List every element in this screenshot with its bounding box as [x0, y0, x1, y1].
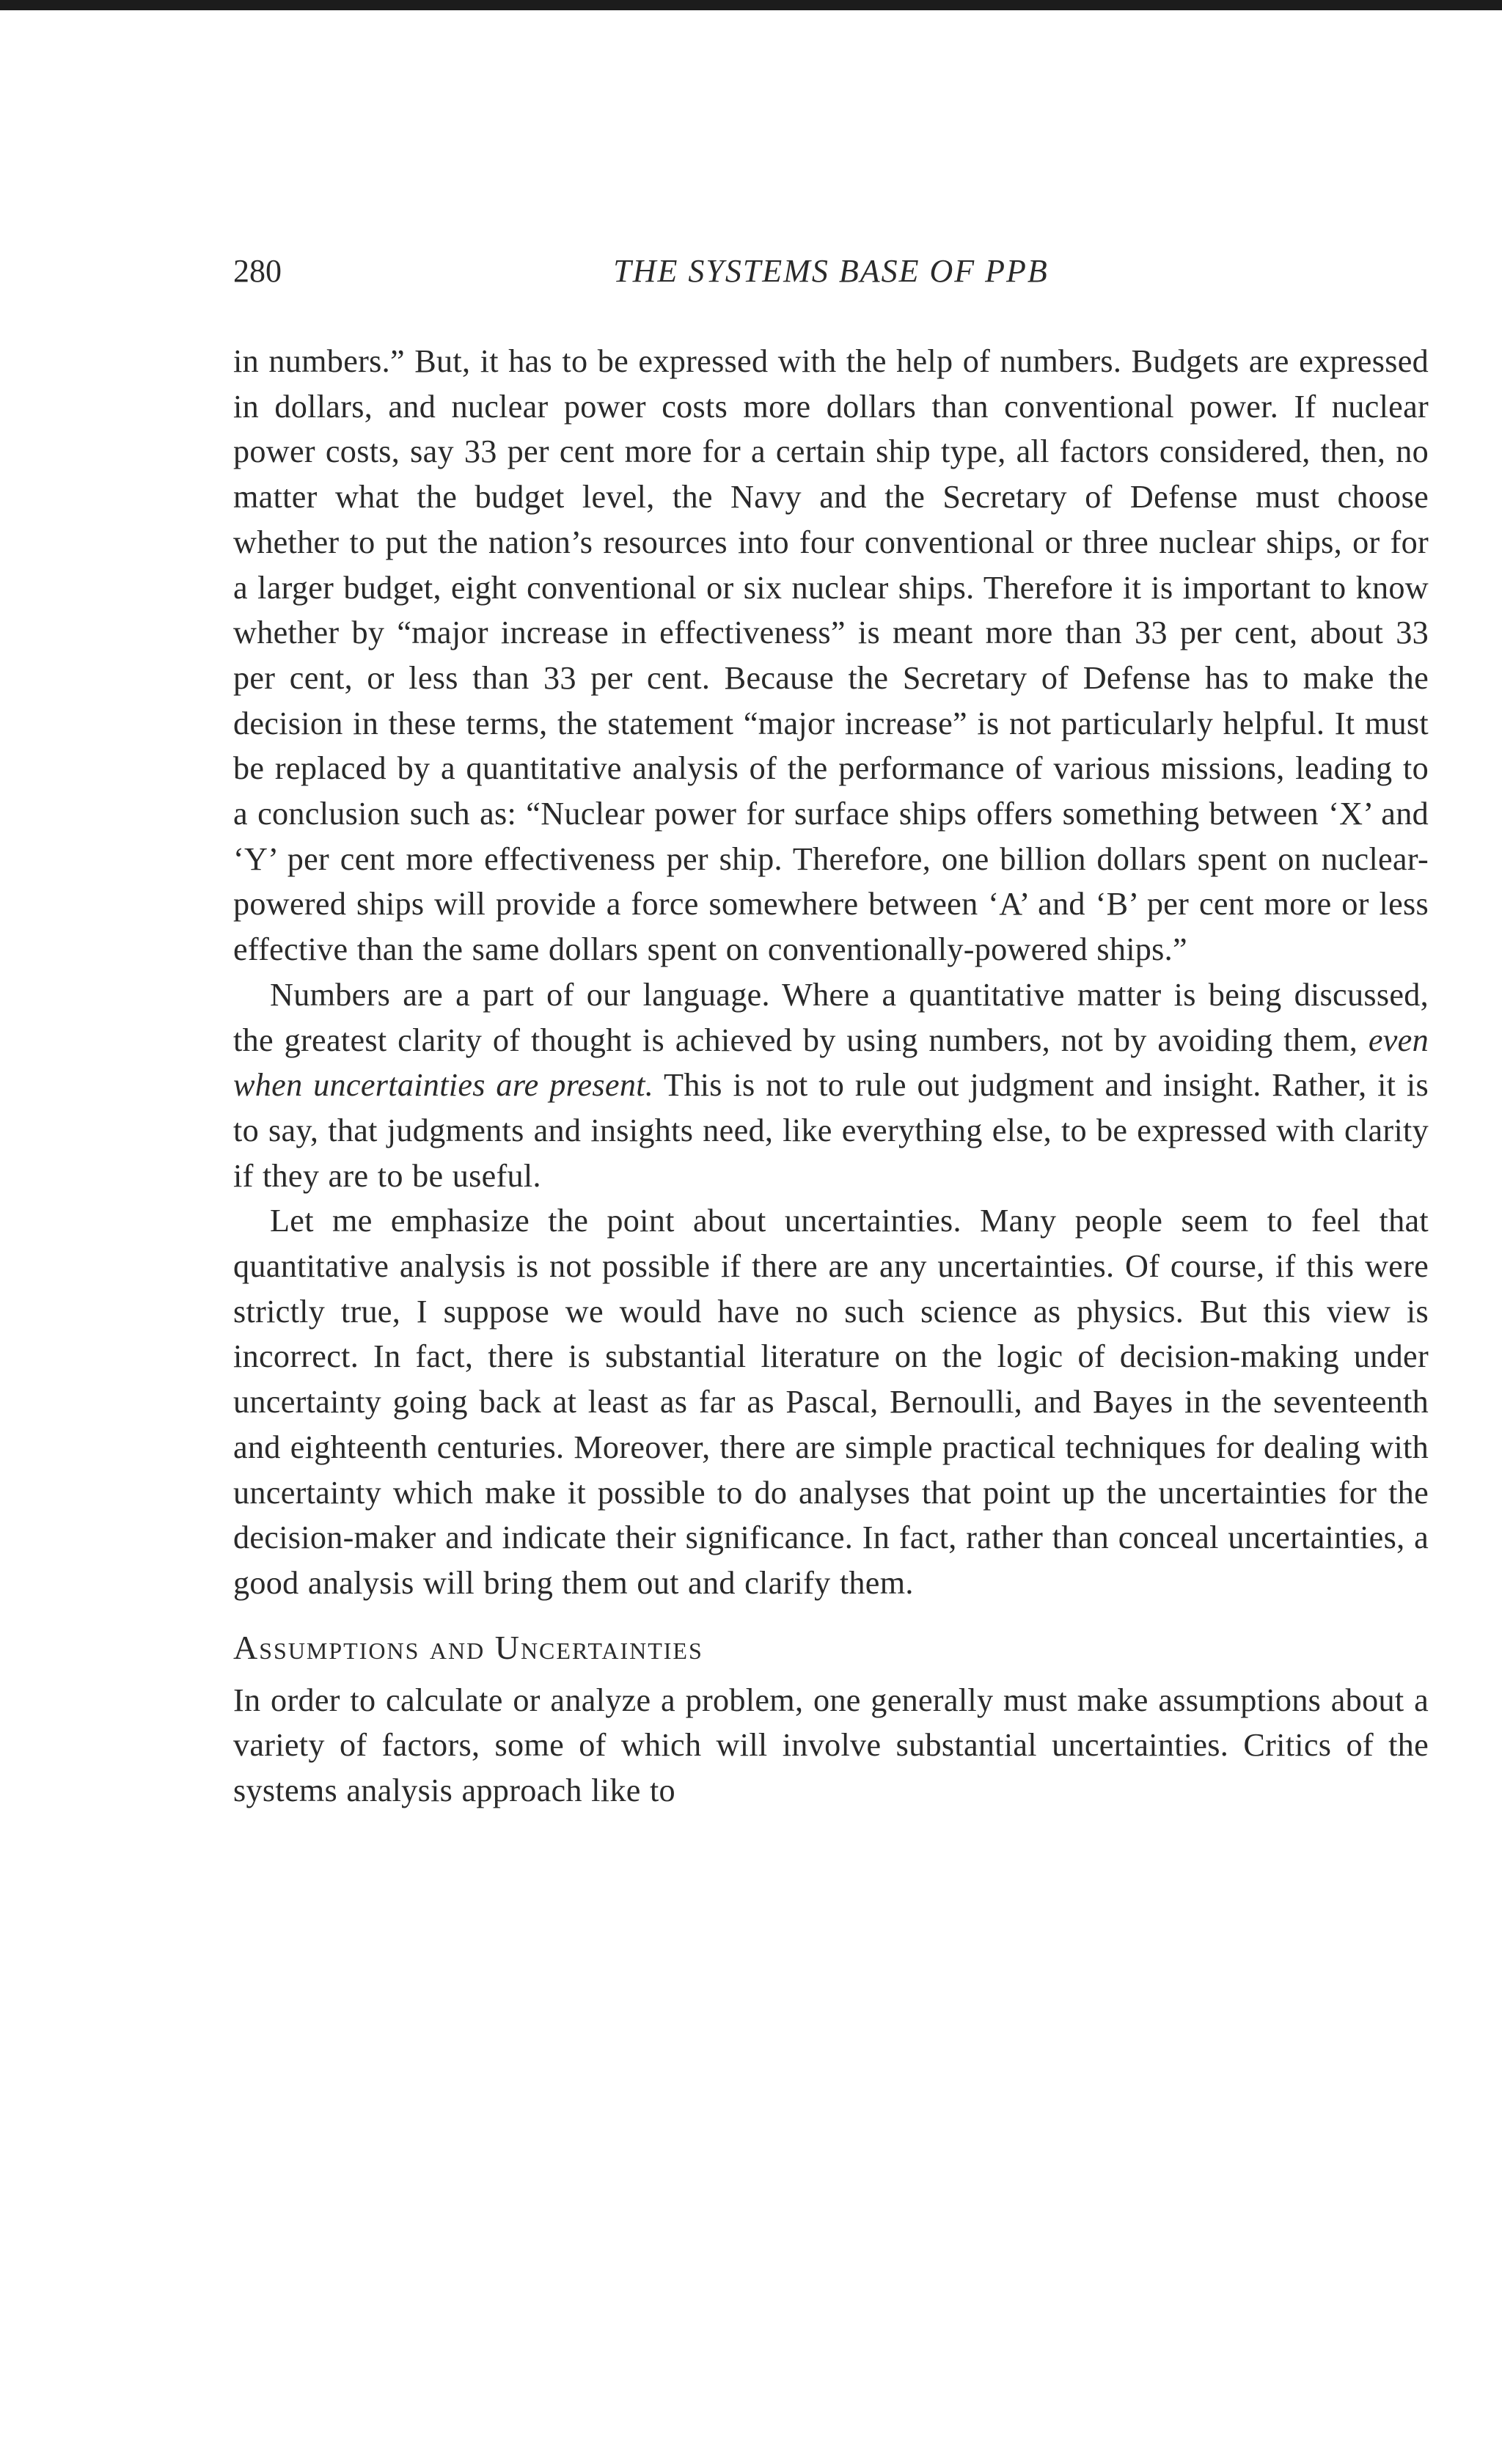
- paragraph-2-text-start: Numbers are a part of our language. Where a quantitative matter is being discussed, the greatest clarity of thought is achieved by using numbers, not by avoiding them,: [233, 976, 1429, 1058]
- top-edge-rule: [0, 0, 1502, 10]
- body-paragraph-3: Let me emphasize the point about uncertainties. Many people seem to feel that quantitative analysis is not possible if there are any uncertainties. Of course, if this were strictly true, I suppose we would have no such science as physics. But this view is incorrect. In fact, there is substantial literature on the logic of decision-making under uncertainty going back at least as far as Pascal, Bernoulli, and Bayes in the seventeenth and eighteenth centuries. Moreover, there are simple practical techniques for dealing with uncertainty which make it possible to do analyses that point up the uncertainties for the decision-maker and indicate their significance. In fact, rather than conceal uncertainties, a good analysis will bring them out and clarify them.: [233, 1203, 1429, 1601]
- italic-emphasis: even when uncertainties are present.: [233, 1022, 1429, 1104]
- page-number: 280: [233, 253, 282, 289]
- running-title: THE SYSTEMS BASE OF PPB: [613, 253, 1049, 289]
- body-paragraph-1: in numbers.” But, it has to be expressed with the help of numbers. Budgets are expressed in dollars, and nuclear power costs more dollars than conventional power. If nuclear power costs, say 33 per cent more for a certain ship type, all factors considered, then, no matter what the budget level, the Navy and the Secretary of Defense must choose whether to put the nation’s resources into four conventional or three nuclear ships, or for a larger budget, eight conventional or six nuclear ships. Therefore it is important to know whether by “major increase in effectiveness” is meant more than 33 per cent, about 33 per cent, or less than 33 per cent. Because the Secretary of Defense has to make the decision in these terms, the statement “major increase” is not particularly helpful. It must be replaced by a quantitative analysis of the performance of various missions, leading to a conclusion such as: “Nuclear power for surface ships offers something between ‘X’ and ‘Y’ per cent more effectiveness per ship. Therefore, one billion dollars spent on nuclear-powered ships will provide a force somewhere between ‘A’ and ‘B’ per cent more or less effective than the same dollars spent on conventionally-powered ships.”: [233, 343, 1429, 968]
- paragraph-2-text-end: This is not to rule out judgment and insight. Rather, it is to say, that judgments and insights need, like everything else, to be expressed with clarity if they are to be useful.: [233, 1067, 1429, 1194]
- body-paragraph-2: [233, 972, 1429, 1199]
- page-content: [233, 249, 1429, 1814]
- section-heading: Assumptions and Uncertainties: [233, 1628, 703, 1666]
- body-paragraph-4: In order to calculate or analyze a problem, one generally must make assumptions about a variety of factors, some of which will involve substantial uncertainties. Critics of the systems analysis approach like to: [233, 1682, 1429, 1809]
- running-head: [233, 249, 1429, 293]
